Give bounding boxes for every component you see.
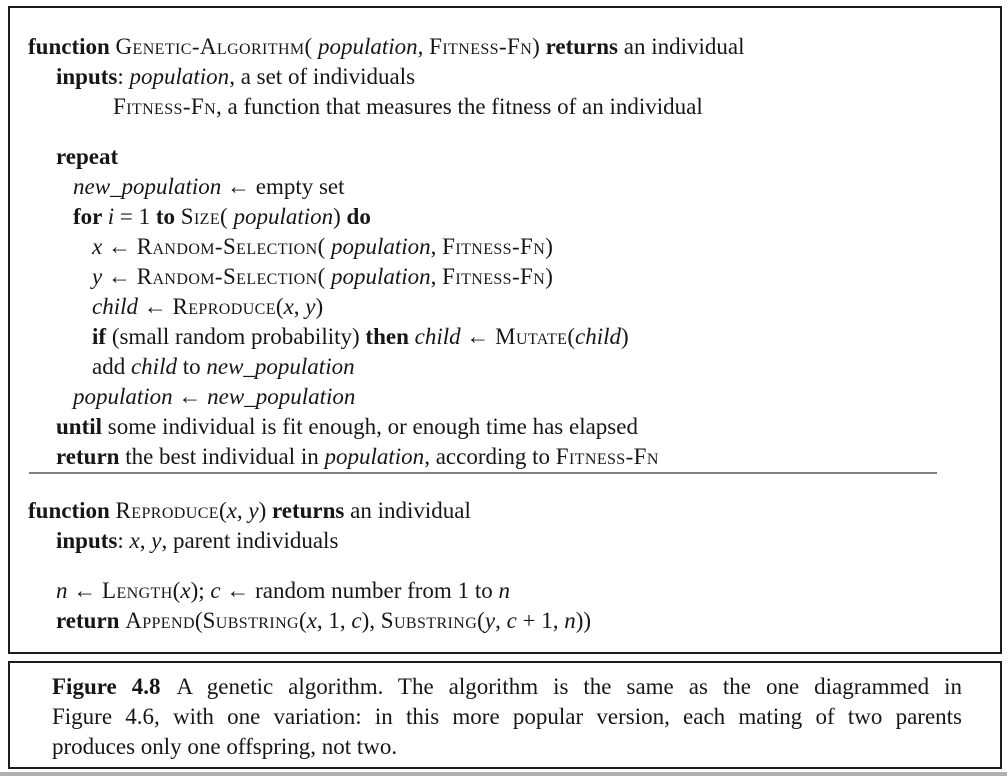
text: (small random probability) [106, 324, 366, 349]
variable: population [330, 234, 431, 259]
code-line [28, 172, 980, 202]
figure-caption-panel [8, 661, 1002, 769]
variable: child [130, 354, 177, 379]
text: an individual [618, 34, 745, 59]
text: ( [317, 264, 331, 289]
text: ) [545, 264, 553, 289]
variable: child [414, 324, 461, 349]
variable: new_population [207, 384, 356, 409]
keyword: return [56, 444, 120, 469]
variable: n [564, 608, 576, 633]
keyword: for [73, 204, 108, 229]
text: ← empty set [221, 174, 345, 199]
code-line [28, 92, 980, 122]
keyword: repeat [56, 144, 119, 169]
keyword: then [365, 324, 409, 349]
text: , 1, [316, 608, 352, 633]
variable: y [484, 608, 496, 633]
function-name: Reproduce [172, 294, 276, 319]
code-line [28, 526, 980, 556]
text: ← [172, 384, 208, 409]
text: add [92, 354, 131, 379]
variable: c [351, 608, 362, 633]
keyword: until [56, 414, 103, 439]
keyword: function [28, 34, 116, 59]
function-name: Random-Selection [136, 234, 318, 259]
variable: x [180, 578, 191, 603]
variable: new_population [73, 174, 222, 199]
text: ← [102, 264, 137, 289]
variable: population [324, 444, 425, 469]
text: ( [304, 34, 318, 59]
text: ← [138, 294, 173, 319]
text: , [417, 34, 430, 59]
function-separator-rule [29, 472, 937, 474]
variable: population [129, 64, 230, 89]
keyword: return [56, 608, 126, 633]
text: ( [317, 234, 331, 259]
code-line [28, 496, 980, 526]
variable: y [92, 264, 103, 289]
function-name: Append [125, 608, 195, 633]
code-line [28, 202, 980, 232]
text: ) [621, 324, 629, 349]
code-line [28, 412, 980, 442]
variable: y [151, 528, 162, 553]
text: to [176, 354, 207, 379]
code-line [28, 292, 980, 322]
variable: x [283, 294, 294, 319]
code-line [28, 142, 980, 172]
text: ) [532, 34, 546, 59]
variable: x [92, 234, 103, 259]
variable: c [210, 578, 221, 603]
code-blank-line [28, 122, 980, 142]
text: : [117, 528, 130, 553]
keyword: inputs [56, 528, 118, 553]
text: , [430, 234, 443, 259]
code-line [28, 352, 980, 382]
keyword: if [92, 324, 107, 349]
text: ) [315, 294, 324, 319]
caption-line [52, 672, 962, 702]
text: , [293, 294, 306, 319]
text: ( [298, 608, 307, 633]
text: , parent individuals [161, 528, 339, 553]
function-name: Mutate [495, 324, 568, 349]
function-name: Size [180, 204, 221, 229]
keyword: do [346, 204, 371, 229]
text: ); [190, 578, 211, 603]
text: , [495, 608, 507, 633]
keyword: function [28, 498, 116, 523]
keyword: to [155, 204, 181, 229]
text: )) [575, 608, 592, 633]
text: ← random number from 1 to [220, 578, 499, 603]
function-name: Genetic-Algorithm [115, 34, 305, 59]
variable: x [226, 498, 237, 523]
text: ( [172, 578, 181, 603]
text: ) [258, 498, 272, 523]
code-line [28, 262, 980, 292]
text: the best individual in [119, 444, 325, 469]
variable: population [73, 384, 173, 409]
function-name: Substring [380, 608, 478, 633]
function-name: Length [102, 578, 173, 603]
variable: x [306, 608, 317, 633]
text: ( [194, 608, 203, 633]
code-line [28, 442, 980, 472]
text: an individual [344, 498, 471, 523]
text: , a function that measures the fitness of an individual [216, 94, 703, 119]
code-line [28, 32, 980, 62]
function-name: Fitness-Fn [429, 34, 533, 59]
text: ( [220, 204, 234, 229]
text: ( [275, 294, 284, 319]
text: , according to [424, 444, 556, 469]
text: ← [460, 324, 496, 349]
text: ← [67, 578, 102, 603]
pseudocode-panel [8, 6, 1002, 654]
variable: population [330, 264, 431, 289]
code-blank-line [28, 556, 980, 576]
text: ) [333, 204, 347, 229]
function-name: Random-Selection [136, 264, 318, 289]
text: , a set of individuals [229, 64, 416, 89]
variable: c [506, 608, 517, 633]
variable: i [107, 204, 115, 229]
text: some individual is fit enough, or enough time has elapsed [102, 414, 638, 439]
variable: population [233, 204, 334, 229]
code-line [28, 576, 980, 606]
page-cut-line [0, 772, 1007, 776]
text: ← [102, 234, 137, 259]
text: , [430, 264, 443, 289]
text: ) [545, 234, 553, 259]
text: ( [477, 608, 485, 633]
variable: child [92, 294, 138, 319]
function-name: Reproduce [115, 498, 219, 523]
caption-line: produces only one offspring, not two. [52, 734, 398, 759]
keyword: inputs [56, 64, 118, 89]
keyword: returns [271, 498, 345, 523]
code-line [28, 322, 980, 352]
function-name: Fitness-Fn [442, 234, 546, 259]
variable: new_population [206, 354, 355, 379]
code-line [28, 62, 980, 92]
function-name: Fitness-Fn [555, 444, 659, 469]
code-line [28, 232, 980, 262]
variable: y [248, 498, 259, 523]
reproduce-function-listing [28, 496, 980, 636]
text: : [117, 64, 130, 89]
function-name: Fitness-Fn [113, 94, 217, 119]
figure-number-label: Figure 4.8 [52, 674, 161, 699]
variable: x [129, 528, 140, 553]
keyword: returns [545, 34, 618, 59]
function-name: Fitness-Fn [442, 264, 546, 289]
variable: n [498, 578, 510, 603]
variable: n [56, 578, 68, 603]
text: = 1 [114, 204, 156, 229]
text: + 1, [516, 608, 565, 633]
variable: child [575, 324, 622, 349]
genetic-algorithm-function-listing [28, 32, 980, 472]
code-line [28, 382, 980, 412]
caption-text: A genetic algorithm. The algorithm is the same as the one diagrammed in [176, 674, 962, 699]
text: , [139, 528, 152, 553]
code-line [28, 606, 980, 636]
variable: y [305, 294, 316, 319]
text: ), [361, 608, 381, 633]
text: ( [567, 324, 576, 349]
caption-line: Figure 4.6, with one variation: in this more popular version, each mating of two parents [52, 704, 962, 729]
function-name: Substring [202, 608, 299, 633]
text: , [236, 498, 249, 523]
variable: population [317, 34, 418, 59]
text: ( [218, 498, 227, 523]
